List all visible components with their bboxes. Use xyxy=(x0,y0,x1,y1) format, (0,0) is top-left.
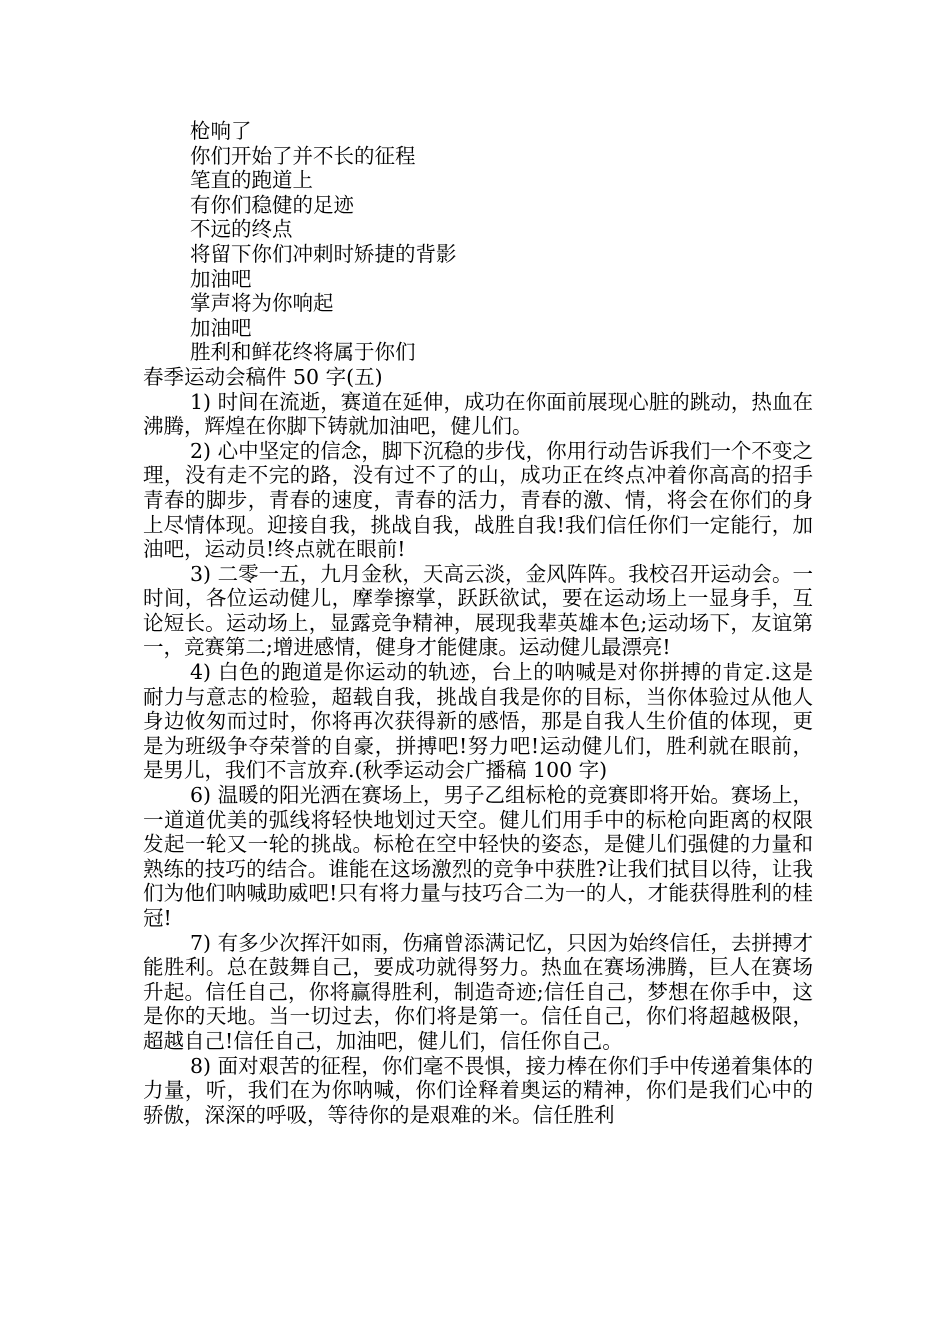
poem-line: 胜利和鲜花终将属于你们 xyxy=(190,340,416,365)
paragraph-4: 4) 白色的跑道是你运动的轨迹，台上的呐喊是对你拼搏的肯定.这是耐力与意志的检验，超载自我，挑战自我是你的目标，当你体验过从他人身边攸匆而过时，你将再次获得新的感悟，那是自我人生价值的体现，更是为班级争夺荣誉的自豪，拼搏吧!努力吧!运动健儿们，胜利就在眼前，是男儿，我们不言放弃.(秋季运动会广播稿 100 字) xyxy=(143,660,813,783)
poem-line: 枪响了 xyxy=(190,119,252,143)
poem-line: 加油吧 xyxy=(190,315,252,340)
section-heading: 春季运动会稿件 50 字(五) xyxy=(143,364,383,389)
poem-line: 掌声将为你响起 xyxy=(190,291,334,316)
paragraph-2: 2) 心中坚定的信念，脚下沉稳的步伐，你用行动告诉我们一个不变之理，没有走不完的路，没有过不了的山，成功正在终点冲着你高高的招手青春的脚步，青春的速度，青春的活力，青春的激、情，将会在你们的身上尽情体现。迎接自我，挑战自我，战胜自我!我们信任你们一定能行，加油吧，运动员!终点就在眼前! xyxy=(143,438,813,562)
poem-line: 有你们稳健的足迹 xyxy=(190,192,354,217)
poem-block xyxy=(143,119,813,365)
poem-line: 将留下你们冲刺时矫捷的背影 xyxy=(190,241,457,266)
paragraph-8: 8) 面对艰苦的征程，你们毫不畏惧，接力棒在你们手中传递着集体的力量，听，我们在为你呐喊，你们诠释着奥运的精神，你们是我们心中的骄傲，深深的呼吸，等待你的是艰难的米。信任胜利 xyxy=(143,1053,813,1127)
paragraph-6: 6) 温暖的阳光洒在赛场上，男子乙组标枪的竞赛即将开始。赛场上，一道道优美的弧线将轻快地划过天空。健儿们用手中的标枪向距离的权限发起一轮又一轮的挑战。标枪在空中轻快的姿态，是健儿们强健的力量和熟练的技巧的结合。谁能在这场激烈的竞争中获胜?让我们拭目以待，让我们为他们呐喊助威吧!只有将力量与技巧合二为一的人，才能获得胜利的桂冠! xyxy=(143,783,813,930)
paragraph-3: 3) 二零一五，九月金秋，天高云淡，金风阵阵。我校召开运动会。一时间，各位运动健儿，摩拳擦掌，跃跃欲试，要在运动场上一显身手，互论短长。运动场上，显露竞争精神，展现我辈英雄本色;运动场下，友谊第一，竞赛第二;增进感情，健身才能健康。运动健儿最漂亮! xyxy=(143,561,813,660)
poem-line: 加油吧 xyxy=(190,266,252,291)
paragraph-1: 1) 时间在流逝，赛道在延伸，成功在你面前展现心脏的跳动，热血在沸腾，辉煌在你脚下铸就加油吧，健儿们。 xyxy=(143,389,813,439)
poem-line: 不远的终点 xyxy=(190,217,293,242)
poem-line: 你们开始了并不长的征程 xyxy=(190,143,416,168)
poem-line: 笔直的跑道上 xyxy=(190,168,313,193)
paragraph-7: 7) 有多少次挥汗如雨，伤痛曾添满记忆，只因为始终信任，去拼搏才能胜利。总在鼓舞自己，要成功就得努力。热血在赛场沸腾，巨人在赛场升起。信任自己，你将赢得胜利，制造奇迹;信任自己，梦想在你手中，这是你的天地。当一切过去，你们将是第一。信任自己，你们将超越极限，超越自己!信任自己，加油吧，健儿们，信任你自己。 xyxy=(143,930,813,1053)
document-body xyxy=(143,119,813,1127)
